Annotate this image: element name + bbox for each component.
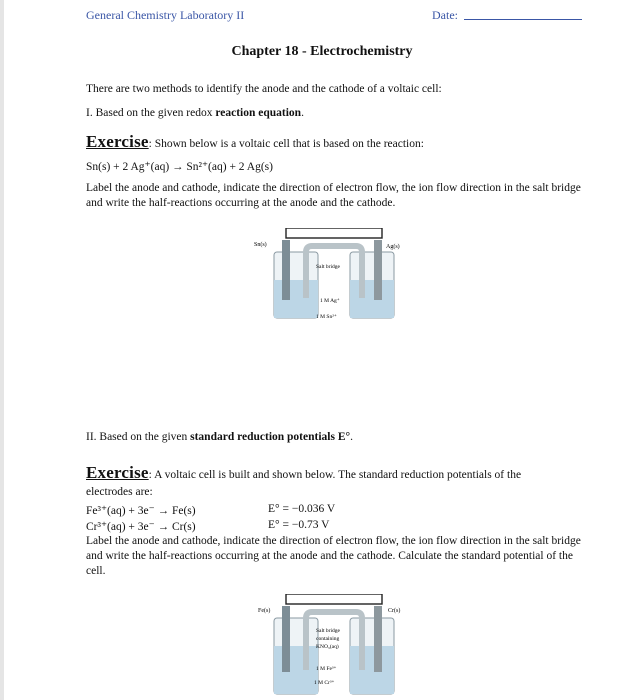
method-two-prefix: II. Based on the given: [86, 431, 191, 443]
left-electrode-label: Fe(s): [258, 608, 271, 614]
iron-half-reaction: Fe³⁺(aq) + 3e⁻ → Fe(s): [86, 505, 196, 517]
right-solution: [350, 280, 394, 318]
exercise-two-lead-continued: electrodes are:: [86, 486, 153, 498]
method-two-suffix: .: [350, 431, 353, 443]
exercise-two-lead: : A voltaic cell is built and shown below. The standard reduction potentials of the: [148, 469, 522, 481]
method-one: [86, 106, 304, 121]
right-solution: [350, 646, 394, 694]
chromium-half-reaction: Cr³⁺(aq) + 3e⁻ → Cr(s): [86, 521, 196, 533]
silver-solution-label: 1 M Ag⁺: [320, 298, 340, 304]
page-edge: [0, 0, 4, 700]
method-two-bold: standard reduction potentials E°: [190, 431, 351, 443]
date-header: [432, 8, 582, 23]
salt-bridge-label-line-two: containing: [316, 636, 340, 642]
salt-bridge-label: Salt bridge: [316, 628, 340, 634]
external-wire: [286, 228, 382, 238]
course-header: General Chemistry Laboratory II: [86, 8, 245, 22]
exercise-one-lead: : Shown below is a voltaic cell that is based on the reaction:: [148, 138, 424, 150]
left-solution: [274, 280, 318, 318]
exercise-two-heading: [86, 465, 521, 483]
exercise-one-heading: [86, 134, 424, 152]
exercise-two-label: Exercise: [86, 463, 149, 482]
method-two: [86, 430, 353, 445]
left-solution: [274, 646, 318, 694]
iron-solution-label: 1 M Fe³⁺: [316, 666, 337, 672]
intro-text: There are two methods to identify the anode and the cathode of a voltaic cell:: [86, 83, 442, 95]
method-one-suffix: .: [301, 107, 304, 119]
chromium-solution-label: 1 M Cr³⁺: [314, 680, 335, 686]
date-label: Date:: [432, 8, 458, 22]
chromium-potential: E° = −0.73 V: [268, 519, 330, 531]
exercise-one-label: Exercise: [86, 132, 149, 151]
exercise-two-instruction: Label the anode and cathode, indicate the direction of electron flow, the ion flow direction in the salt bridge and write the half-reactions occurring at the anode and the cathode. Calculate the standard potential of the cell.: [86, 535, 581, 577]
method-one-prefix: I. Based on the given redox: [86, 107, 216, 119]
left-electrode-label: Sn(s): [254, 242, 267, 248]
left-electrode: [282, 606, 290, 672]
voltaic-cell-figure-two: [250, 594, 410, 698]
salt-bridge-label: Salt bridge: [316, 264, 340, 270]
left-electrode: [282, 240, 290, 300]
right-electrode-label: Ag(s): [386, 244, 400, 250]
right-electrode: [374, 606, 382, 672]
salt-bridge-label-line-three: KNO₃(aq): [316, 644, 339, 650]
exercise-one-instruction: Label the anode and cathode, indicate the direction of electron flow, the ion flow direction in the salt bridge and write the half-reactions occurring at the anode and the cathode.: [86, 182, 581, 209]
exercise-one-reaction: Sn(s) + 2 Ag⁺(aq) → Sn²⁺(aq) + 2 Ag(s): [86, 161, 273, 173]
external-wire: [286, 594, 382, 604]
right-electrode-label: Cr(s): [388, 608, 401, 614]
page-title: Chapter 18 - Electrochemistry: [231, 44, 413, 59]
method-one-bold: reaction equation: [215, 107, 302, 119]
voltaic-cell-figure-one: [250, 228, 410, 328]
date-blank-line: [464, 9, 582, 20]
tin-solution-label: 1 M Sn²⁺: [316, 314, 337, 320]
iron-potential: E° = −0.036 V: [268, 503, 336, 515]
right-electrode: [374, 240, 382, 300]
